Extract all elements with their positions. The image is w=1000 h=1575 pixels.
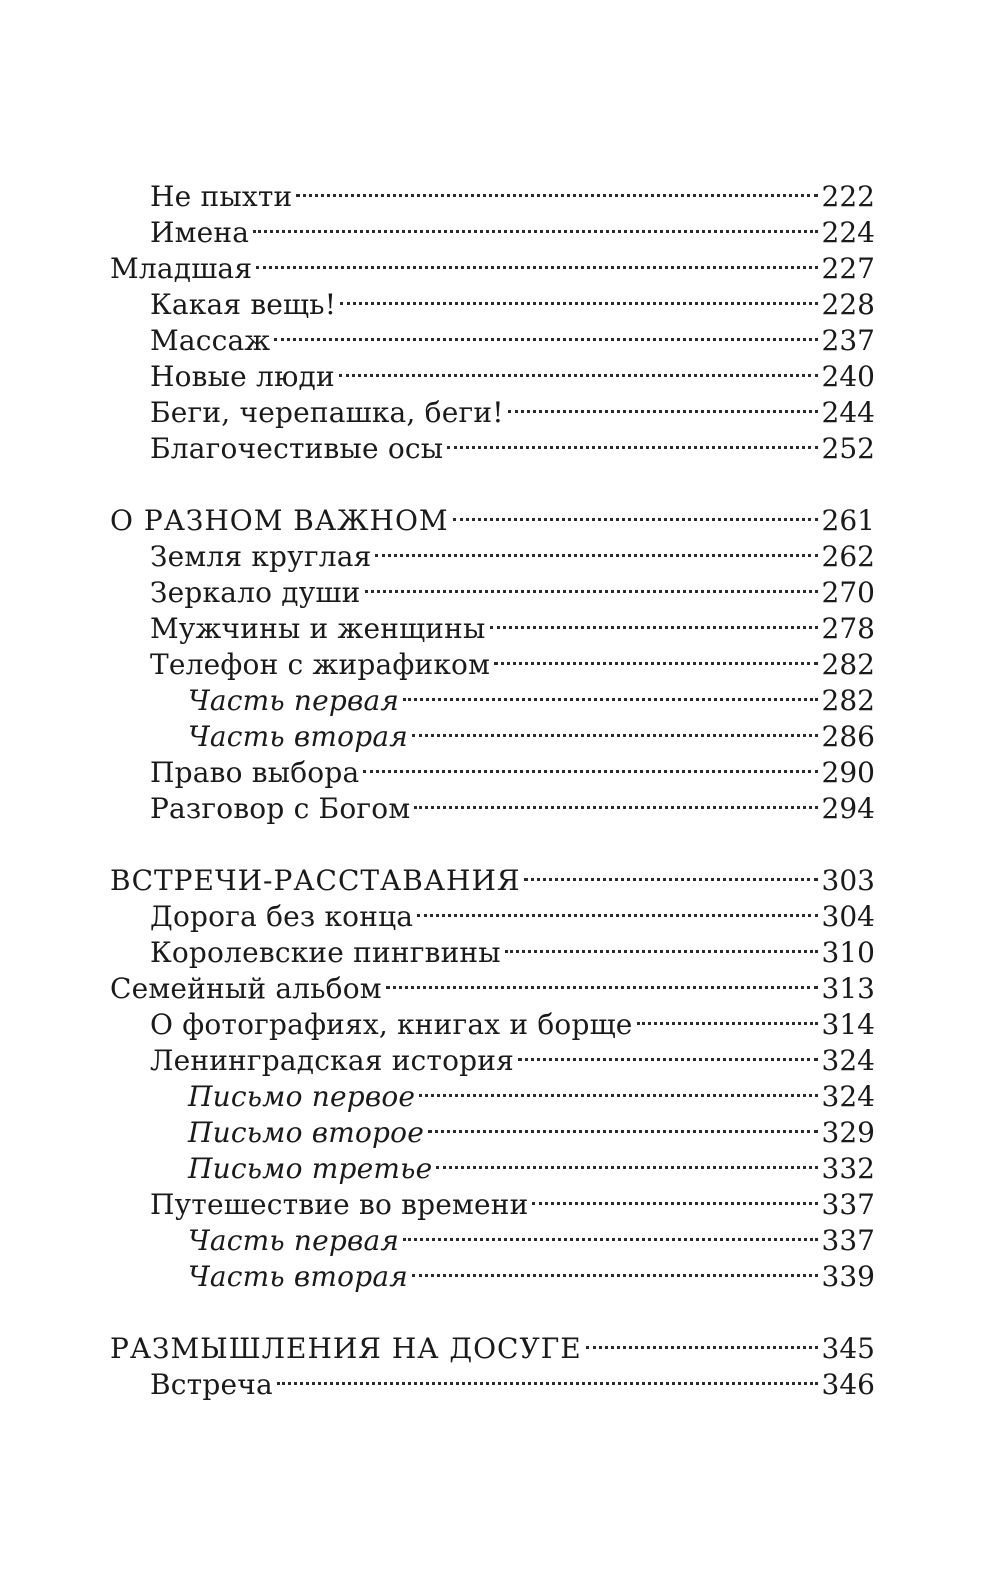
entry-title: Право выбора	[150, 756, 360, 789]
dot-leader	[363, 746, 817, 782]
page-number: 240	[821, 360, 875, 393]
page-number: 314	[821, 1008, 875, 1041]
entry-title: Какая вещь!	[150, 288, 337, 321]
dot-leader	[637, 998, 818, 1034]
entry-title: Новые люди	[150, 360, 335, 393]
dot-leader	[256, 242, 817, 278]
page-number: 228	[821, 288, 875, 321]
dot-leader	[508, 386, 818, 422]
entry-title: Телефон с жирафиком	[150, 648, 491, 681]
entry-title: Встреча	[150, 1368, 273, 1401]
dot-leader	[277, 1358, 818, 1394]
toc-chapter-entry[interactable]	[110, 494, 875, 537]
page-number: 329	[821, 1116, 875, 1149]
entry-title: Не пыхти	[150, 180, 293, 213]
entry-title: Путешествие во времени	[150, 1188, 529, 1221]
toc-section	[110, 494, 875, 825]
page-number: 313	[821, 972, 875, 1005]
entry-title: Дорога без конца	[150, 900, 414, 933]
page-number: 270	[821, 576, 875, 609]
page-number: 324	[821, 1080, 875, 1113]
page-number: 303	[821, 864, 875, 897]
page-number: 310	[821, 936, 875, 969]
toc-section	[110, 854, 875, 1293]
entry-title: Мужчины и женщины	[150, 612, 486, 645]
entry-title: Письмо первое	[188, 1080, 416, 1113]
dot-leader	[505, 926, 818, 962]
entry-title: О фотографиях, книгах и борще	[150, 1008, 633, 1041]
page-number: 262	[821, 540, 875, 573]
entry-title: Имена	[150, 216, 250, 249]
dot-leader	[296, 170, 817, 206]
dot-leader	[419, 1070, 817, 1106]
page-number: 252	[821, 432, 875, 465]
dot-leader	[412, 710, 818, 746]
page-number: 282	[821, 684, 875, 717]
dot-leader	[403, 674, 817, 710]
entry-title: Часть первая	[188, 1224, 400, 1257]
entry-title: Зеркало души	[150, 576, 361, 609]
page-number: 261	[821, 504, 875, 537]
entry-title: Письмо второе	[188, 1116, 425, 1149]
entry-title: Часть первая	[188, 684, 400, 717]
dot-leader	[494, 638, 817, 674]
entry-title: РАЗМЫШЛЕНИЯ НА ДОСУГЕ	[110, 1332, 582, 1365]
dot-leader	[490, 602, 818, 638]
page-number: 237	[821, 324, 875, 357]
page-number: 286	[821, 720, 875, 753]
page-number: 337	[821, 1224, 875, 1257]
entry-title: Часть вторая	[188, 720, 408, 753]
entry-title: ВСТРЕЧИ-РАССТАВАНИЯ	[110, 864, 521, 897]
page-number: 227	[821, 252, 875, 285]
page-number: 304	[821, 900, 875, 933]
dot-leader	[253, 206, 817, 242]
dot-leader	[428, 1106, 818, 1142]
dot-leader	[412, 1250, 818, 1286]
dot-leader	[453, 494, 818, 530]
page-number: 290	[821, 756, 875, 789]
dot-leader	[340, 278, 817, 314]
page-number: 324	[821, 1044, 875, 1077]
entry-title: Благочестивые осы	[150, 432, 444, 465]
page-number: 346	[821, 1368, 875, 1401]
dot-leader	[386, 962, 818, 998]
entry-title: Письмо третье	[188, 1152, 433, 1185]
page-number: 345	[821, 1332, 875, 1365]
page-number: 224	[821, 216, 875, 249]
toc-section	[110, 1322, 875, 1401]
dot-leader	[365, 566, 818, 602]
dot-leader	[375, 530, 817, 566]
page-number: 332	[821, 1152, 875, 1185]
page-number: 294	[821, 792, 875, 825]
page-number: 337	[821, 1188, 875, 1221]
toc-chapter-entry[interactable]	[110, 1322, 875, 1365]
entry-title: Младшая	[110, 252, 253, 285]
page-number: 278	[821, 612, 875, 645]
dot-leader	[586, 1322, 818, 1358]
dot-leader	[436, 1142, 817, 1178]
entry-title: Часть вторая	[188, 1260, 408, 1293]
entry-title: Ленинградская история	[150, 1044, 515, 1077]
page-number: 339	[821, 1260, 875, 1293]
entry-title: Разговор с Богом	[150, 792, 411, 825]
table-of-contents	[110, 170, 875, 1401]
entry-title: Массаж	[150, 324, 271, 357]
entry-title: Беги, черепашка, беги!	[150, 396, 504, 429]
entry-title: Земля круглая	[150, 540, 372, 573]
entry-title: Королевские пингвины	[150, 936, 501, 969]
toc-chapter-entry[interactable]	[110, 854, 875, 897]
dot-leader	[447, 422, 817, 458]
dot-leader	[414, 782, 817, 818]
dot-leader	[403, 1214, 817, 1250]
dot-leader	[274, 314, 817, 350]
dot-leader	[524, 854, 817, 890]
toc-story-entry[interactable]	[110, 170, 875, 213]
toc-section	[110, 170, 875, 465]
entry-title: О РАЗНОМ ВАЖНОМ	[110, 504, 449, 537]
page-number: 282	[821, 648, 875, 681]
page-number: 222	[821, 180, 875, 213]
entry-title: Семейный альбом	[110, 972, 382, 1005]
dot-leader	[532, 1178, 817, 1214]
dot-leader	[339, 350, 818, 386]
page-number: 244	[821, 396, 875, 429]
dot-leader	[417, 890, 817, 926]
dot-leader	[518, 1034, 818, 1070]
